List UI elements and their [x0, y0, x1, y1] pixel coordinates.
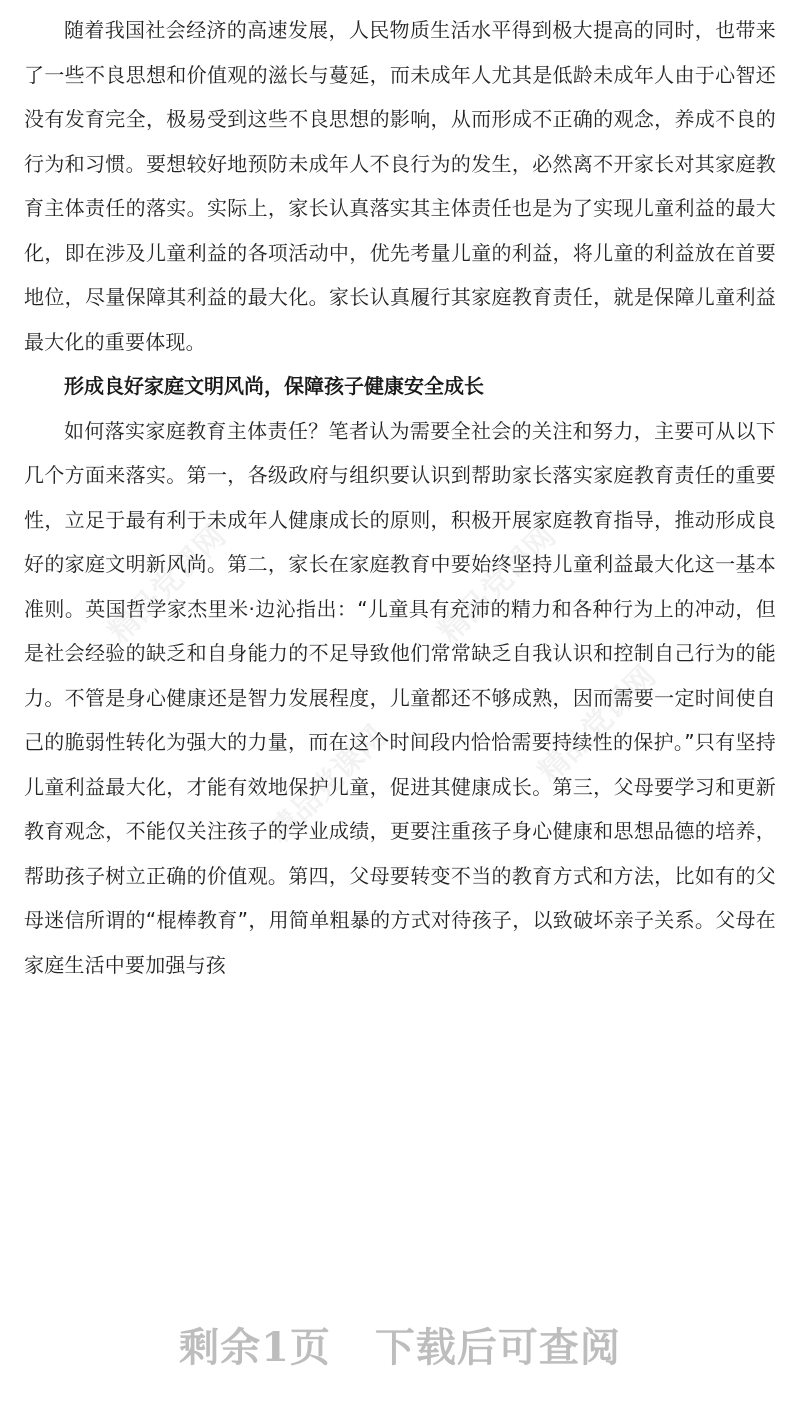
download-to-view-label: 下载后可查阅 [374, 1324, 621, 1371]
watermark: 精品党课网 [432, 519, 563, 650]
section-heading: 形成良好家庭文明风尚，保障孩子健康安全成长 [64, 374, 484, 398]
watermark: 精品党课网 [262, 719, 393, 850]
paragraph-intro: 随着我国社会经济的高速发展，人民物质生活水平得到极大提高的同时，也带来了一些不良思想和价值观的滋长与蔓延，而未成年人尤其是低龄未成年人由于心智还没有发育完全，极易受到这些不良思想的影响，从而形成不正确的观念，养成不良的行为和习惯。要想较好地预防未成年人不良行为的发生，必然离不开家长对其家庭教育主体责任的落实。实际上，家长认真落实其主体责任也是为了实现儿童利益的最大化，即在涉及儿童利益的各项活动中，优先考量儿童的利益，将儿童的利益放在首要地位，尽量保障其利益的最大化。家长认真履行其家庭教育责任，就是保障儿童利益最大化的重要体现。 [24, 18, 776, 354]
download-prompt[interactable] [0, 1316, 800, 1373]
paragraph-body: 如何落实家庭教育主体责任？笔者认为需要全社会的关注和努力，主要可从以下几个方面来落实。第一，各级政府与组织要认识到帮助家长落实家庭教育责任的重要性，立足于最有利于未成年人健康成长的原则，积极开展家庭教育指导，推动形成良好的家庭文明新风尚。第二，家长在家庭教育中要始终坚持儿童利益最大化这一基本准则。英国哲学家杰里米·边沁指出：“儿童具有充沛的精力和各种行为上的冲动，但是社会经验的缺乏和自身能力的不足导致他们常常缺乏自我认识和控制自己行为的能力。不管是身心健康还是智力发展程度，儿童都还不够成熟，因而需要一定时间使自己的脆弱性转化为强大的力量，而在这个时间段内恰恰需要持续性的保护。”只有坚持儿童利益最大化，才能有效地保护儿童，促进其健康成长。第三，父母要学习和更新教育观念，不能仅关注孩子的学业成绩，更要注重孩子身心健康和思想品德的培养，帮助孩子树立正确的价值观。第四，父母要转变不当的教育方式和方法，比如有的父母迷信所谓的“棍棒教育”，用简单粗暴的方式对待孩子，以致破坏亲子关系。父母在家庭生活中要加强与孩 [24, 418, 776, 977]
watermark: 精品党课网 [102, 519, 233, 650]
article-body [24, 8, 776, 987]
watermark: 精品党课网 [532, 659, 663, 790]
remaining-pages-label: 剩余1页 [179, 1324, 331, 1371]
